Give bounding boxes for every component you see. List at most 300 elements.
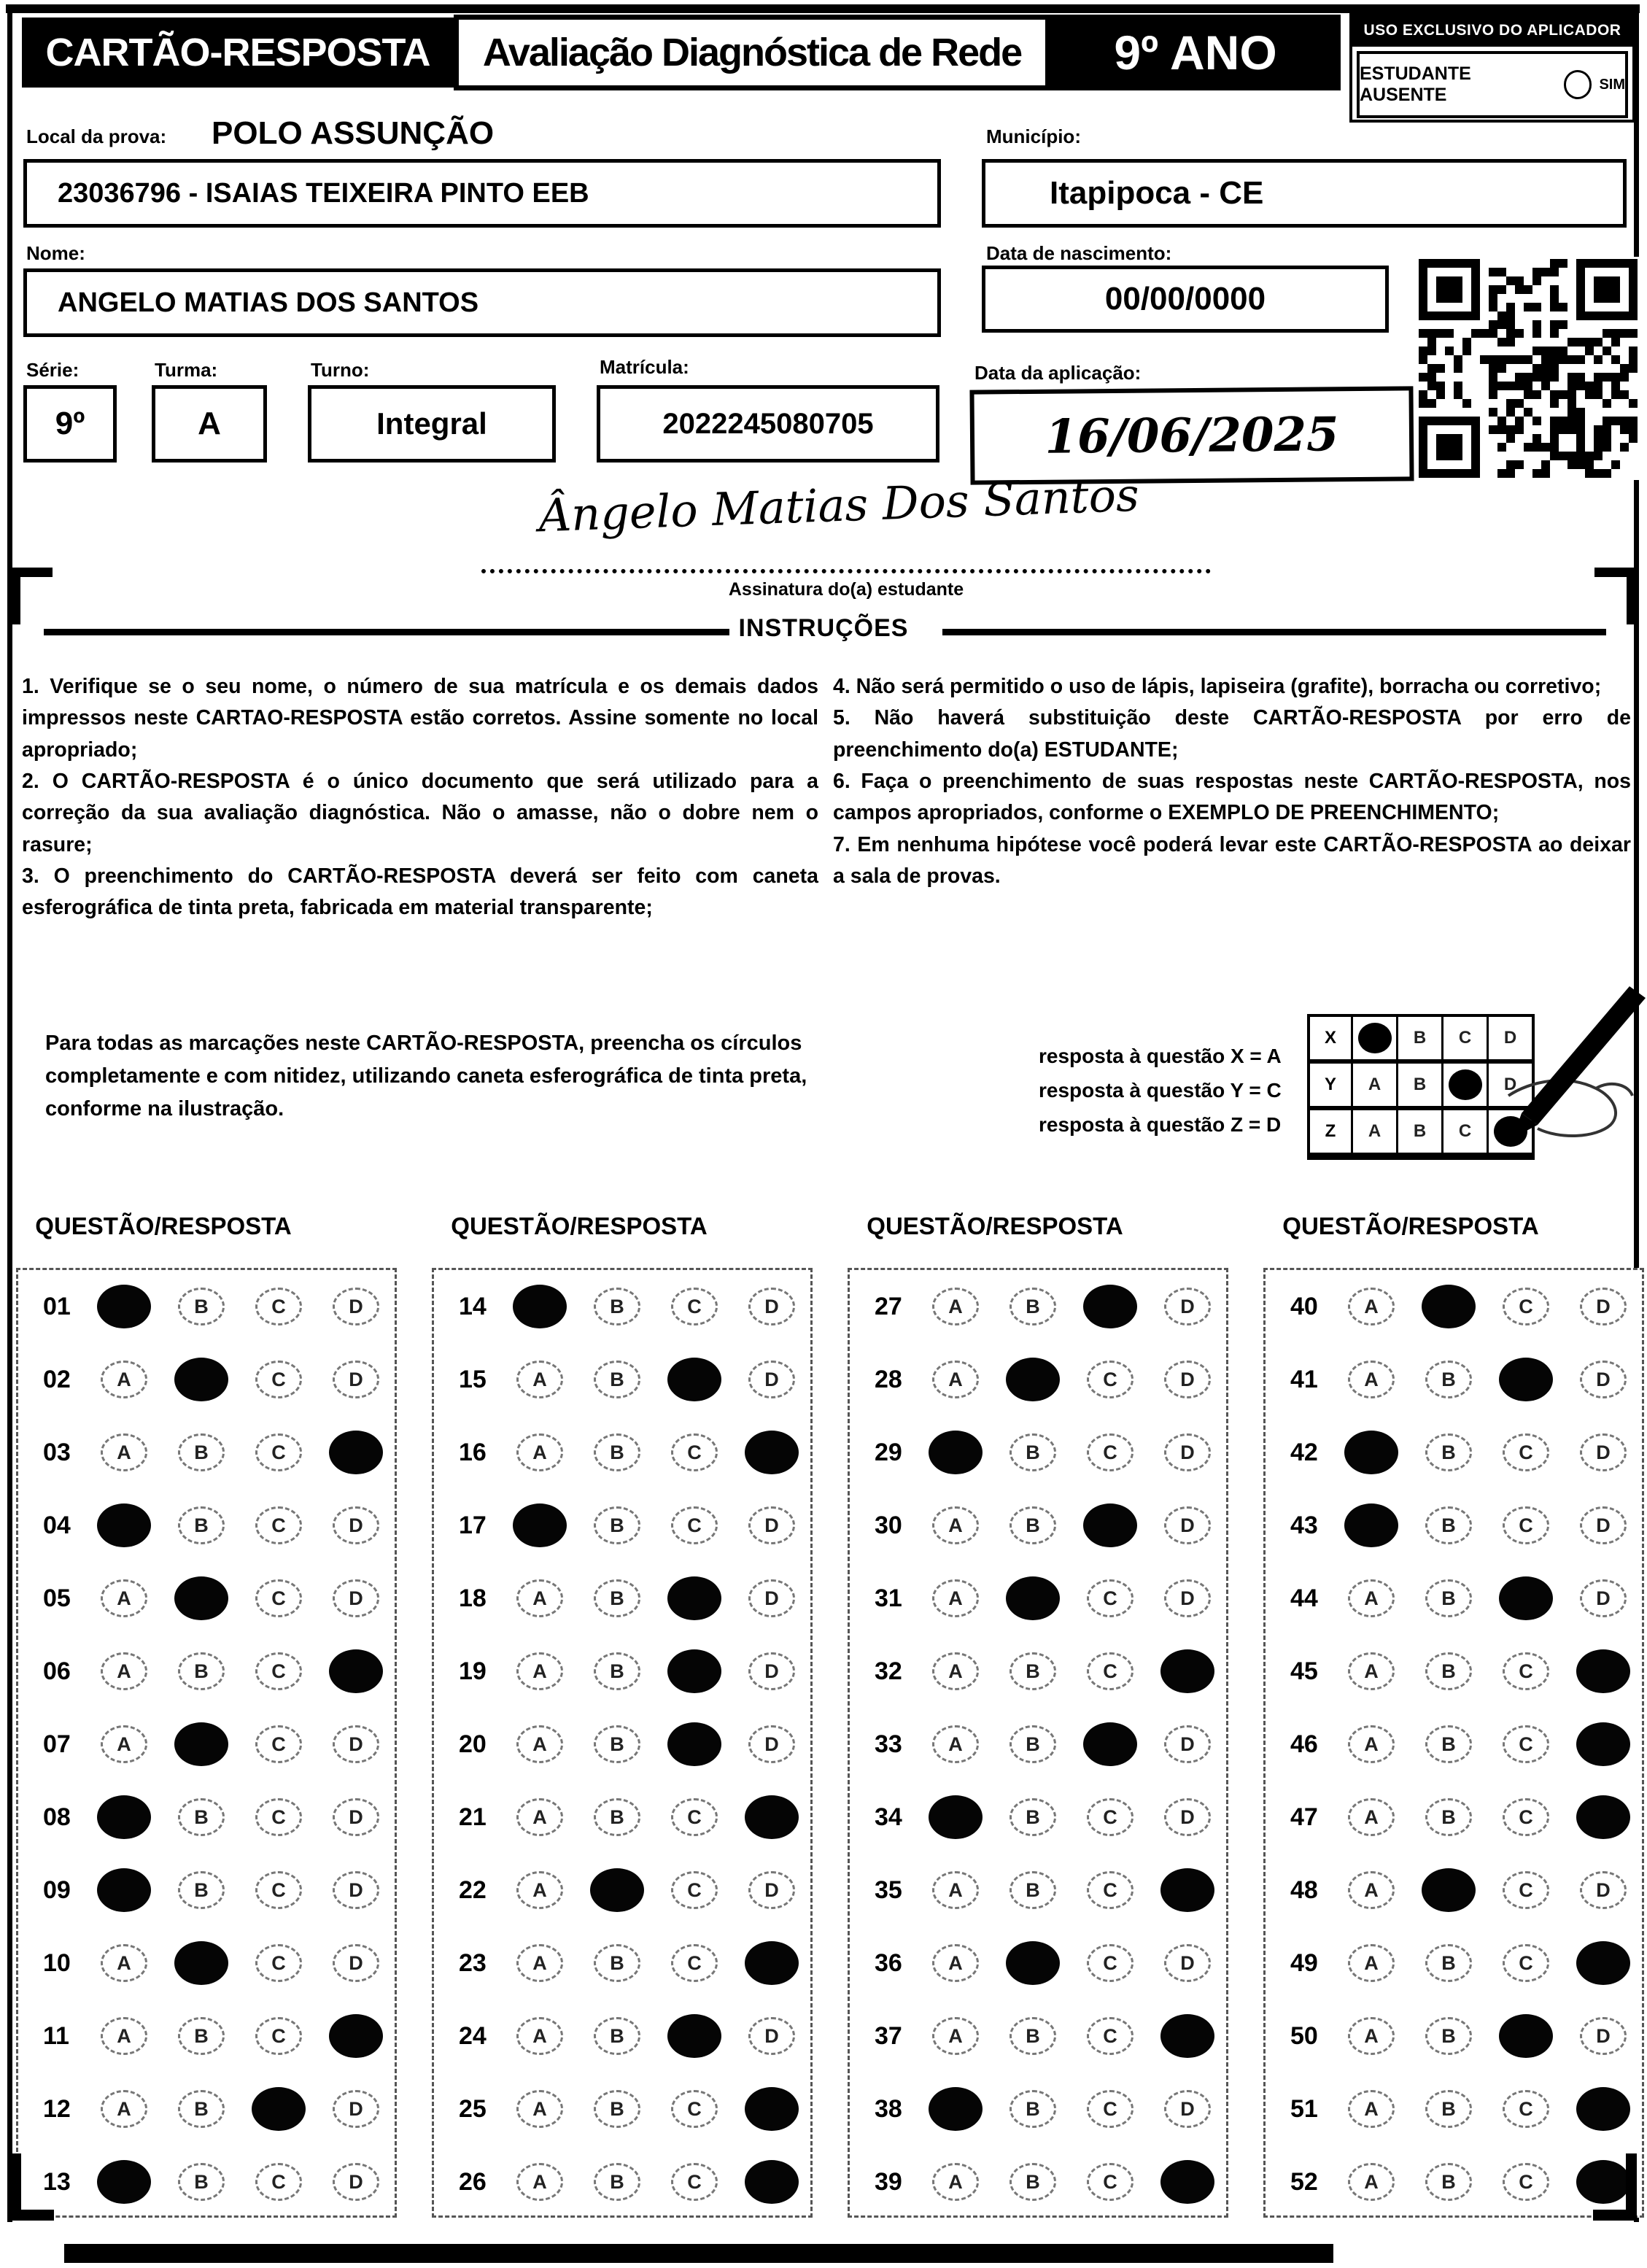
bubble-q38-D[interactable]: D: [1164, 2090, 1211, 2128]
bubble-q15-B[interactable]: B: [594, 1361, 640, 1398]
bubble-q15-A[interactable]: A: [516, 1361, 563, 1398]
answer-row: [1266, 1489, 1642, 1562]
bubble-q32-C[interactable]: C: [1087, 1652, 1133, 1690]
pen-hand-illustration: [1487, 986, 1647, 1161]
instructions-rule-left: [44, 629, 729, 635]
bubble-q13-B[interactable]: B: [178, 2163, 225, 2201]
bubble-q12-A[interactable]: A: [101, 2090, 147, 2128]
instructions-title: INSTRUÇÕES: [738, 614, 909, 642]
bubble-q12-B[interactable]: B: [178, 2090, 225, 2128]
bubble-q23-C[interactable]: C: [671, 1944, 718, 1982]
bubble-q17-B[interactable]: B: [594, 1506, 640, 1544]
example-row-label: X: [1324, 1028, 1336, 1048]
bubble-q41-D[interactable]: D: [1580, 1361, 1627, 1398]
bubble-q44-A[interactable]: A: [1348, 1579, 1395, 1617]
bubble-q12-D[interactable]: D: [333, 2090, 379, 2128]
bubble-q36-A[interactable]: A: [932, 1944, 979, 1982]
bubble-q36-B-filled[interactable]: [1006, 1941, 1060, 1985]
bubble-q22-C[interactable]: C: [671, 1871, 718, 1909]
question-number: 44: [1290, 1584, 1318, 1612]
question-number: 20: [459, 1730, 487, 1758]
bubble-q45-C[interactable]: C: [1503, 1652, 1549, 1690]
bubble-q17-A-filled[interactable]: [513, 1503, 567, 1547]
bubble-q22-B-filled[interactable]: [590, 1868, 644, 1912]
question-number: 37: [875, 2021, 902, 2050]
bubble-q48-B-filled[interactable]: [1422, 1868, 1476, 1912]
question-number: 52: [1290, 2167, 1318, 2196]
bubble-q47-C[interactable]: C: [1503, 1798, 1549, 1836]
bubble-q29-A-filled[interactable]: [929, 1431, 983, 1474]
local-label: Local da prova:: [26, 125, 167, 147]
bubble-q23-A[interactable]: A: [516, 1944, 563, 1982]
matricula-field: 2022245080705: [597, 385, 939, 462]
local-value: POLO ASSUNÇÃO: [212, 115, 495, 151]
example-option-D: D: [1487, 1064, 1532, 1106]
bubble-q23-B[interactable]: B: [594, 1944, 640, 1982]
question-number: 15: [459, 1365, 487, 1393]
answer-row: [1266, 1708, 1642, 1781]
bubble-q05-B-filled[interactable]: [174, 1576, 228, 1620]
bubble-q17-D[interactable]: D: [748, 1506, 795, 1544]
answer-row: [18, 2072, 395, 2145]
bubble-q44-B[interactable]: B: [1425, 1579, 1472, 1617]
bubble-q28-C[interactable]: C: [1087, 1361, 1133, 1398]
bubble-q28-A[interactable]: A: [932, 1361, 979, 1398]
nascimento-field: 00/00/0000: [982, 266, 1389, 333]
bubble-q10-D[interactable]: D: [333, 1944, 379, 1982]
question-number: 36: [875, 1948, 902, 1977]
example-option-A: A: [1351, 1110, 1396, 1153]
answer-column-4: [1263, 1268, 1644, 2218]
instruction-item: 3. O preenchimento do CARTÃO-RESPOSTA deverá ser feito com caneta esferográfica de tinta preta, fabricada em material transparente;: [22, 864, 818, 920]
bubble-q16-C[interactable]: C: [671, 1433, 718, 1471]
answer-row: [850, 1270, 1226, 1343]
question-number: 09: [43, 1876, 71, 1904]
bubble-q01-A-filled[interactable]: [97, 1285, 151, 1328]
question-number: 24: [459, 2021, 487, 2050]
bubble-q38-C[interactable]: C: [1087, 2090, 1133, 2128]
bubble-q32-A[interactable]: A: [932, 1652, 979, 1690]
bubble-q20-A[interactable]: A: [516, 1725, 563, 1763]
instruction-item: 2. O CARTÃO-RESPOSTA é o único documento que será utilizado para a correção da sua avaliação diagnóstica. Não o amasse, não o dobre nem o rasure;: [22, 769, 818, 856]
bubble-q08-B[interactable]: B: [178, 1798, 225, 1836]
bubble-q51-B[interactable]: B: [1425, 2090, 1472, 2128]
signature-handwriting: Ângelo Matias Dos Santos: [538, 468, 1140, 543]
marking-instructions-paragraph: Para todas as marcações neste CARTÃO-RESPOSTA, preencha os círculos completamente e com nitidez, utilizando caneta esferográfica de tinta preta, conforme na ilustração.: [45, 1032, 807, 1121]
bubble-q49-B[interactable]: B: [1425, 1944, 1472, 1982]
question-number: 14: [459, 1292, 487, 1320]
question-number: 04: [43, 1511, 71, 1539]
bubble-q35-A[interactable]: A: [932, 1871, 979, 1909]
bubble-q52-B[interactable]: B: [1425, 2163, 1472, 2201]
bubble-q26-A[interactable]: A: [516, 2163, 563, 2201]
bubble-q16-A[interactable]: A: [516, 1433, 563, 1471]
question-number: 32: [875, 1657, 902, 1685]
bubble-q11-A[interactable]: A: [101, 2017, 147, 2055]
bubble-q05-C[interactable]: C: [255, 1579, 302, 1617]
bubble-q27-A[interactable]: A: [932, 1288, 979, 1325]
bubble-q03-D-filled[interactable]: [329, 1431, 383, 1474]
question-number: 01: [43, 1292, 71, 1320]
serie-label: Série:: [26, 359, 80, 381]
bubble-q10-A[interactable]: A: [101, 1944, 147, 1982]
bubble-q11-D-filled[interactable]: [329, 2014, 383, 2058]
bubble-q07-A[interactable]: A: [101, 1725, 147, 1763]
bubble-q22-A[interactable]: A: [516, 1871, 563, 1909]
instruction-item: 7. Em nenhuma hipótese você poderá levar este CARTÃO-RESPOSTA ao deixar a sala de provas.: [833, 832, 1631, 888]
bubble-q50-B[interactable]: B: [1425, 2017, 1472, 2055]
absent-label: ESTUDANTE AUSENTE: [1360, 63, 1471, 105]
bubble-q50-C-filled[interactable]: [1499, 2014, 1553, 2058]
bubble-q21-A[interactable]: A: [516, 1798, 563, 1836]
bubble-q24-D[interactable]: D: [748, 2017, 795, 2055]
bubble-q31-B-filled[interactable]: [1006, 1576, 1060, 1620]
bubble-q19-D[interactable]: D: [748, 1652, 795, 1690]
bubble-q39-A[interactable]: A: [932, 2163, 979, 2201]
bubble-q40-C[interactable]: C: [1503, 1288, 1549, 1325]
school-field: 23036796 - ISAIAS TEIXEIRA PINTO EEB: [23, 159, 941, 228]
bubble-q15-C-filled[interactable]: [667, 1358, 721, 1401]
bubble-q48-A[interactable]: A: [1348, 1871, 1395, 1909]
bubble-q51-C[interactable]: C: [1503, 2090, 1549, 2128]
bubble-q04-A-filled[interactable]: [97, 1503, 151, 1547]
bubble-q46-A[interactable]: A: [1348, 1725, 1395, 1763]
bubble-q30-B[interactable]: B: [1009, 1506, 1056, 1544]
answer-row: [18, 1489, 395, 1562]
bubble-q30-D[interactable]: D: [1164, 1506, 1211, 1544]
bubble-q35-C[interactable]: C: [1087, 1871, 1133, 1909]
question-number: 17: [459, 1511, 487, 1539]
bubble-q33-B[interactable]: B: [1009, 1725, 1056, 1763]
bubble-q19-C-filled[interactable]: [667, 1649, 721, 1693]
bubble-q14-C[interactable]: C: [671, 1288, 718, 1325]
bubble-q31-A[interactable]: A: [932, 1579, 979, 1617]
bubble-q41-B[interactable]: B: [1425, 1361, 1472, 1398]
answer-row: [850, 1635, 1226, 1708]
answer-row: [1266, 1854, 1642, 1927]
bubble-q48-C[interactable]: C: [1503, 1871, 1549, 1909]
bubble-q18-B[interactable]: B: [594, 1579, 640, 1617]
question-number: 31: [875, 1584, 902, 1612]
bubble-q12-C-filled[interactable]: [252, 2087, 306, 2131]
bubble-q19-B[interactable]: B: [594, 1652, 640, 1690]
bubble-q15-D[interactable]: D: [748, 1361, 795, 1398]
question-number: 05: [43, 1584, 71, 1612]
bubble-q34-D[interactable]: D: [1164, 1798, 1211, 1836]
bubble-q02-A[interactable]: A: [101, 1361, 147, 1398]
bubble-q48-D[interactable]: D: [1580, 1871, 1627, 1909]
bubble-q46-C[interactable]: C: [1503, 1725, 1549, 1763]
bubble-q01-D[interactable]: D: [333, 1288, 379, 1325]
answer-row: [18, 1781, 395, 1854]
bubble-q20-D[interactable]: D: [748, 1725, 795, 1763]
answer-row: [1266, 1343, 1642, 1416]
bubble-q49-D-filled[interactable]: [1576, 1941, 1630, 1985]
bubble-q04-B[interactable]: B: [178, 1506, 225, 1544]
answer-row: [1266, 1416, 1642, 1489]
bubble-q33-A[interactable]: A: [932, 1725, 979, 1763]
bubble-q04-D[interactable]: D: [333, 1506, 379, 1544]
bubble-q01-B[interactable]: B: [178, 1288, 225, 1325]
instruction-item: 1. Verifique se o seu nome, o número de sua matrícula e os demais dados impressos neste CARTAO-RESPOSTA estão corretos. Assine somente no local apropriado;: [22, 675, 818, 762]
bubble-q52-A[interactable]: A: [1348, 2163, 1395, 2201]
bubble-q30-A[interactable]: A: [932, 1506, 979, 1544]
question-number: 38: [875, 2094, 902, 2123]
answer-row: [850, 1854, 1226, 1927]
bubble-q24-C-filled[interactable]: [667, 2014, 721, 2058]
bubble-q37-B[interactable]: B: [1009, 2017, 1056, 2055]
bubble-q39-C[interactable]: C: [1087, 2163, 1133, 2201]
bubble-q08-A-filled[interactable]: [97, 1795, 151, 1839]
bubble-q07-D[interactable]: D: [333, 1725, 379, 1763]
bubble-q35-B[interactable]: B: [1009, 1871, 1056, 1909]
question-number: 34: [875, 1803, 902, 1831]
instructions-column-left: [22, 671, 818, 924]
bubble-q10-B-filled[interactable]: [174, 1941, 228, 1985]
bubble-q31-D[interactable]: D: [1164, 1579, 1211, 1617]
bubble-q09-C[interactable]: C: [255, 1871, 302, 1909]
bubble-q18-D[interactable]: D: [748, 1579, 795, 1617]
answer-row: [434, 1781, 810, 1854]
bubble-q44-C-filled[interactable]: [1499, 1576, 1553, 1620]
bubble-q13-C[interactable]: C: [255, 2163, 302, 2201]
bubble-q47-B[interactable]: B: [1425, 1798, 1472, 1836]
grade-badge: 9º ANO: [1050, 15, 1341, 90]
bubble-q28-D[interactable]: D: [1164, 1361, 1211, 1398]
bubble-q34-C[interactable]: C: [1087, 1798, 1133, 1836]
answer-row: [1266, 1927, 1642, 2000]
turma-field: A: [152, 385, 267, 462]
bubble-q40-A[interactable]: A: [1348, 1288, 1395, 1325]
bubble-q16-B[interactable]: B: [594, 1433, 640, 1471]
bubble-q11-B[interactable]: B: [178, 2017, 225, 2055]
question-number: 50: [1290, 2021, 1318, 2050]
bubble-q45-A[interactable]: A: [1348, 1652, 1395, 1690]
bubble-q31-C[interactable]: C: [1087, 1579, 1133, 1617]
answer-row: [434, 1854, 810, 1927]
absent-bubble[interactable]: [1564, 70, 1592, 99]
bubble-q02-C[interactable]: C: [255, 1361, 302, 1398]
bubble-q07-C[interactable]: C: [255, 1725, 302, 1763]
exam-title: Avaliação Diagnóstica de Rede: [454, 15, 1050, 90]
bubble-q44-D[interactable]: D: [1580, 1579, 1627, 1617]
bubble-q51-D-filled[interactable]: [1576, 2087, 1630, 2131]
question-number: 48: [1290, 1876, 1318, 1904]
bubble-q22-D[interactable]: D: [748, 1871, 795, 1909]
bubble-q26-D-filled[interactable]: [745, 2160, 799, 2204]
bubble-q40-D[interactable]: D: [1580, 1288, 1627, 1325]
bubble-q52-C[interactable]: C: [1503, 2163, 1549, 2201]
bubble-q36-D[interactable]: D: [1164, 1944, 1211, 1982]
bubble-q39-D-filled[interactable]: [1160, 2160, 1214, 2204]
bubble-q28-B-filled[interactable]: [1006, 1358, 1060, 1401]
nascimento-label: Data de nascimento:: [986, 242, 1172, 264]
bubble-q06-B[interactable]: B: [178, 1652, 225, 1690]
question-number: 18: [459, 1584, 487, 1612]
bubble-q08-C[interactable]: C: [255, 1798, 302, 1836]
question-number: 33: [875, 1730, 902, 1758]
question-number: 19: [459, 1657, 487, 1685]
question-number: 46: [1290, 1730, 1318, 1758]
bubble-q37-C[interactable]: C: [1087, 2017, 1133, 2055]
bubble-q24-A[interactable]: A: [516, 2017, 563, 2055]
bubble-q29-D[interactable]: D: [1164, 1433, 1211, 1471]
bubble-q29-B[interactable]: B: [1009, 1433, 1056, 1471]
question-number: 12: [43, 2094, 71, 2123]
bubble-q13-D[interactable]: D: [333, 2163, 379, 2201]
question-number: 28: [875, 1365, 902, 1393]
bubble-q39-B[interactable]: B: [1009, 2163, 1056, 2201]
bubble-q24-B[interactable]: B: [594, 2017, 640, 2055]
bubble-q45-D-filled[interactable]: [1576, 1649, 1630, 1693]
bubble-q01-C[interactable]: C: [255, 1288, 302, 1325]
bubble-q49-A[interactable]: A: [1348, 1944, 1395, 1982]
bubble-q36-C[interactable]: C: [1087, 1944, 1133, 1982]
aplicador-panel: [1349, 12, 1635, 123]
bubble-q09-A-filled[interactable]: [97, 1868, 151, 1912]
example-row-label: Y: [1324, 1075, 1336, 1094]
bubble-q18-C-filled[interactable]: [667, 1576, 721, 1620]
bubble-q30-C-filled[interactable]: [1083, 1503, 1137, 1547]
answer-row: [18, 1562, 395, 1635]
bubble-q45-B[interactable]: B: [1425, 1652, 1472, 1690]
bubble-q26-B[interactable]: B: [594, 2163, 640, 2201]
bubble-q14-B[interactable]: B: [594, 1288, 640, 1325]
answer-row: [850, 1927, 1226, 2000]
bubble-q13-A-filled[interactable]: [97, 2160, 151, 2204]
bubble-q29-C[interactable]: C: [1087, 1433, 1133, 1471]
bubble-q21-C[interactable]: C: [671, 1798, 718, 1836]
answer-row: [850, 2000, 1226, 2072]
bubble-q47-D-filled[interactable]: [1576, 1795, 1630, 1839]
bubble-q43-D[interactable]: D: [1580, 1506, 1627, 1544]
bubble-q10-C[interactable]: C: [255, 1944, 302, 1982]
bubble-q33-C-filled[interactable]: [1083, 1722, 1137, 1766]
answer-row: [434, 1635, 810, 1708]
question-number: 11: [43, 2021, 69, 2050]
bubble-q09-D[interactable]: D: [333, 1871, 379, 1909]
bubble-q25-C[interactable]: C: [671, 2090, 718, 2128]
bubble-q40-B-filled[interactable]: [1422, 1285, 1476, 1328]
bubble-q41-A[interactable]: A: [1348, 1361, 1395, 1398]
bubble-q43-A-filled[interactable]: [1344, 1503, 1398, 1547]
bubble-q27-B[interactable]: B: [1009, 1288, 1056, 1325]
bubble-q20-C-filled[interactable]: [667, 1722, 721, 1766]
bubble-q32-B[interactable]: B: [1009, 1652, 1056, 1690]
bubble-q35-D-filled[interactable]: [1160, 1868, 1214, 1912]
bubble-q05-D[interactable]: D: [333, 1579, 379, 1617]
bubble-q03-A[interactable]: A: [101, 1433, 147, 1471]
bubble-q05-A[interactable]: A: [101, 1579, 147, 1617]
nome-field: ANGELO MATIAS DOS SANTOS: [23, 268, 941, 337]
bubble-q18-A[interactable]: A: [516, 1579, 563, 1617]
bubble-q19-A[interactable]: A: [516, 1652, 563, 1690]
bubble-q06-D-filled[interactable]: [329, 1649, 383, 1693]
bubble-q27-D[interactable]: D: [1164, 1288, 1211, 1325]
bubble-q42-A-filled[interactable]: [1344, 1431, 1398, 1474]
bubble-q43-C[interactable]: C: [1503, 1506, 1549, 1544]
answer-row: [1266, 1562, 1642, 1635]
bubble-q16-D-filled[interactable]: [745, 1431, 799, 1474]
bubble-q02-D[interactable]: D: [333, 1361, 379, 1398]
bubble-q21-D-filled[interactable]: [745, 1795, 799, 1839]
answer-row: [434, 1343, 810, 1416]
instruction-item: 4. Não será permitido o uso de lápis, lapiseira (grafite), borracha ou corretivo;: [833, 675, 1602, 698]
bubble-q03-C[interactable]: C: [255, 1433, 302, 1471]
bubble-q14-A-filled[interactable]: [513, 1285, 567, 1328]
answer-row: [434, 1562, 810, 1635]
example-legend-line: resposta à questão Z = D: [1039, 1113, 1282, 1137]
answer-row: [1266, 2000, 1642, 2072]
bubble-q25-D-filled[interactable]: [745, 2087, 799, 2131]
bubble-q14-D[interactable]: D: [748, 1288, 795, 1325]
bubble-q34-B[interactable]: B: [1009, 1798, 1056, 1836]
bubble-q20-B[interactable]: B: [594, 1725, 640, 1763]
bubble-q11-C[interactable]: C: [255, 2017, 302, 2055]
bubble-q27-C-filled[interactable]: [1083, 1285, 1137, 1328]
bubble-q46-D-filled[interactable]: [1576, 1722, 1630, 1766]
bubble-q33-D[interactable]: D: [1164, 1725, 1211, 1763]
bubble-q23-D-filled[interactable]: [745, 1941, 799, 1985]
bubble-q04-C[interactable]: C: [255, 1506, 302, 1544]
answer-row: [1266, 1270, 1642, 1343]
answers-header-3: QUESTÃO/RESPOSTA: [867, 1212, 1123, 1239]
bubble-q37-D-filled[interactable]: [1160, 2014, 1214, 2058]
bubble-q06-A[interactable]: A: [101, 1652, 147, 1690]
bubble-q50-D[interactable]: D: [1580, 2017, 1627, 2055]
bubble-q50-A[interactable]: A: [1348, 2017, 1395, 2055]
question-number: 21: [459, 1803, 487, 1831]
signature-caption: Assinatura do(a) estudante: [728, 579, 964, 600]
question-number: 08: [43, 1803, 71, 1831]
bubble-q37-A[interactable]: A: [932, 2017, 979, 2055]
matricula-label: Matrícula:: [600, 356, 689, 378]
example-option-B: B: [1396, 1110, 1441, 1153]
question-number: 35: [875, 1876, 902, 1904]
bubble-q34-A-filled[interactable]: [929, 1795, 983, 1839]
bubble-q41-C-filled[interactable]: [1499, 1358, 1553, 1401]
answer-row: [850, 1489, 1226, 1562]
turma-label: Turma:: [155, 359, 218, 381]
bubble-q32-D-filled[interactable]: [1160, 1649, 1214, 1693]
bubble-q02-B-filled[interactable]: [174, 1358, 228, 1401]
answer-row: [434, 2072, 810, 2145]
bubble-q38-B[interactable]: B: [1009, 2090, 1056, 2128]
bubble-q51-A[interactable]: A: [1348, 2090, 1395, 2128]
bubble-q49-C[interactable]: C: [1503, 1944, 1549, 1982]
bubble-q43-B[interactable]: B: [1425, 1506, 1472, 1544]
bubble-q46-B[interactable]: B: [1425, 1725, 1472, 1763]
bubble-q25-B[interactable]: B: [594, 2090, 640, 2128]
bubble-q17-C[interactable]: C: [671, 1506, 718, 1544]
aplicador-panel-title: USO EXCLUSIVO DO APLICADOR: [1352, 15, 1632, 47]
bubble-q42-C[interactable]: C: [1503, 1433, 1549, 1471]
bubble-q42-D[interactable]: D: [1580, 1433, 1627, 1471]
bubble-q47-A[interactable]: A: [1348, 1798, 1395, 1836]
bubble-q06-C[interactable]: C: [255, 1652, 302, 1690]
bubble-q38-A-filled[interactable]: [929, 2087, 983, 2131]
bubble-q09-B[interactable]: B: [178, 1871, 225, 1909]
question-number: 43: [1290, 1511, 1318, 1539]
bubble-q03-B[interactable]: B: [178, 1433, 225, 1471]
bubble-q42-B[interactable]: B: [1425, 1433, 1472, 1471]
answer-row: [850, 1781, 1226, 1854]
bubble-q21-B[interactable]: B: [594, 1798, 640, 1836]
bubble-q08-D[interactable]: D: [333, 1798, 379, 1836]
bubble-q25-A[interactable]: A: [516, 2090, 563, 2128]
bubble-q07-B-filled[interactable]: [174, 1722, 228, 1766]
bubble-q26-C[interactable]: C: [671, 2163, 718, 2201]
